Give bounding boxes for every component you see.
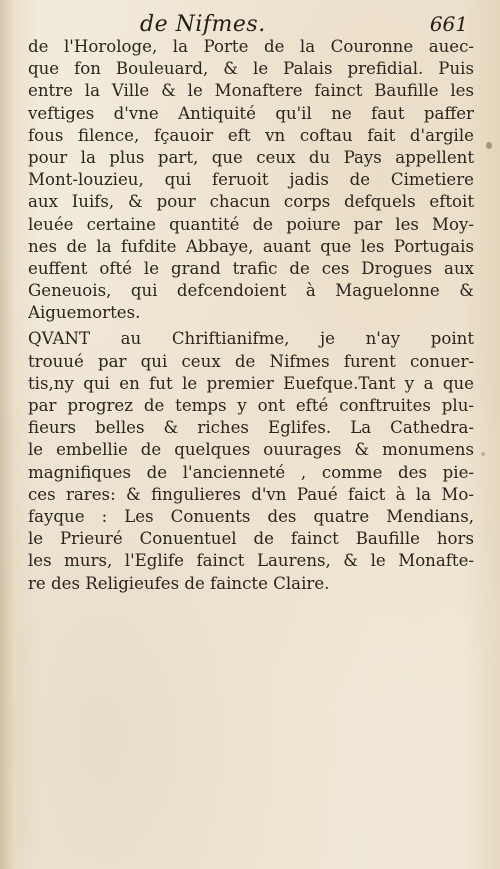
text-line: fous filence, fçauoir eft vn coftau fait d'argile [28,125,474,145]
text-line: ces rares: & fingulieres d'vn Paué faict à la Mo- [28,484,474,504]
text-line: pour la plus part, que ceux du Pays appellent [28,147,474,167]
text-line: fieurs belles & riches Eglifes. La Cathedra- [28,418,474,438]
text-line: magnifiques de l'ancienneté , comme des pie- [28,462,474,482]
text-line: le Prieuré Conuentuel de fainct Baufille hors [28,529,474,549]
text-line: veftiges d'vne Antiquité qu'il ne faut paffer [28,103,474,123]
text-line: euffent ofté le grand trafic de ces Drogues aux [28,258,474,278]
text-line: de l'Horologe, la Porte de la Couronne auec- [28,37,474,56]
page-gutter-shadow [0,0,14,869]
text-line: aux Iuifs, & pour chacun corps defquels eftoit [28,192,474,212]
text-line: nes de la fufdite Abbaye, auant que les Portugais [28,236,474,256]
text-line: Mont-louzieu, qui feruoit jadis de Cimetiere [28,170,474,190]
text-line: trouué par qui ceux de Nifmes furent conuer- [28,351,474,371]
text-line: Geneuois, qui defcendoient à Maguelonne & [28,281,474,301]
paragraph-2 [28,328,474,594]
running-title: de Nifmes. [140,12,266,37]
text-line: QVANT au Chriftianifme, je n'ay point [28,329,474,349]
text-line: re des Religieufes de faincte Claire. [28,573,330,593]
text-line: le embellie de quelques ouurages & monumens [28,440,474,460]
page-number: 661 [429,12,468,36]
ink-stain [486,142,492,149]
text-line: entre la Ville & le Monaftere fainct Baufille les [28,81,474,101]
text-line: par progrez de temps y ont efté conftruites plu- [28,396,474,415]
text-line: que fon Bouleuard, & le Palais prefidial. Puis [28,59,474,79]
body-text [28,36,474,595]
text-line: tis,ny qui en fut le premier Euefque.Tant y a que [28,373,474,393]
ink-stain [481,452,485,456]
text-line: Aiguemortes. [28,303,141,323]
text-line: les murs, l'Eglife fainct Laurens, & le Monafte- [28,551,474,571]
paragraph-1 [28,36,474,324]
text-line: fayque : Les Conuents des quatre Mendians, [28,506,474,526]
text-line: leuée certaine quantité de poiure par les Moy- [28,214,474,234]
